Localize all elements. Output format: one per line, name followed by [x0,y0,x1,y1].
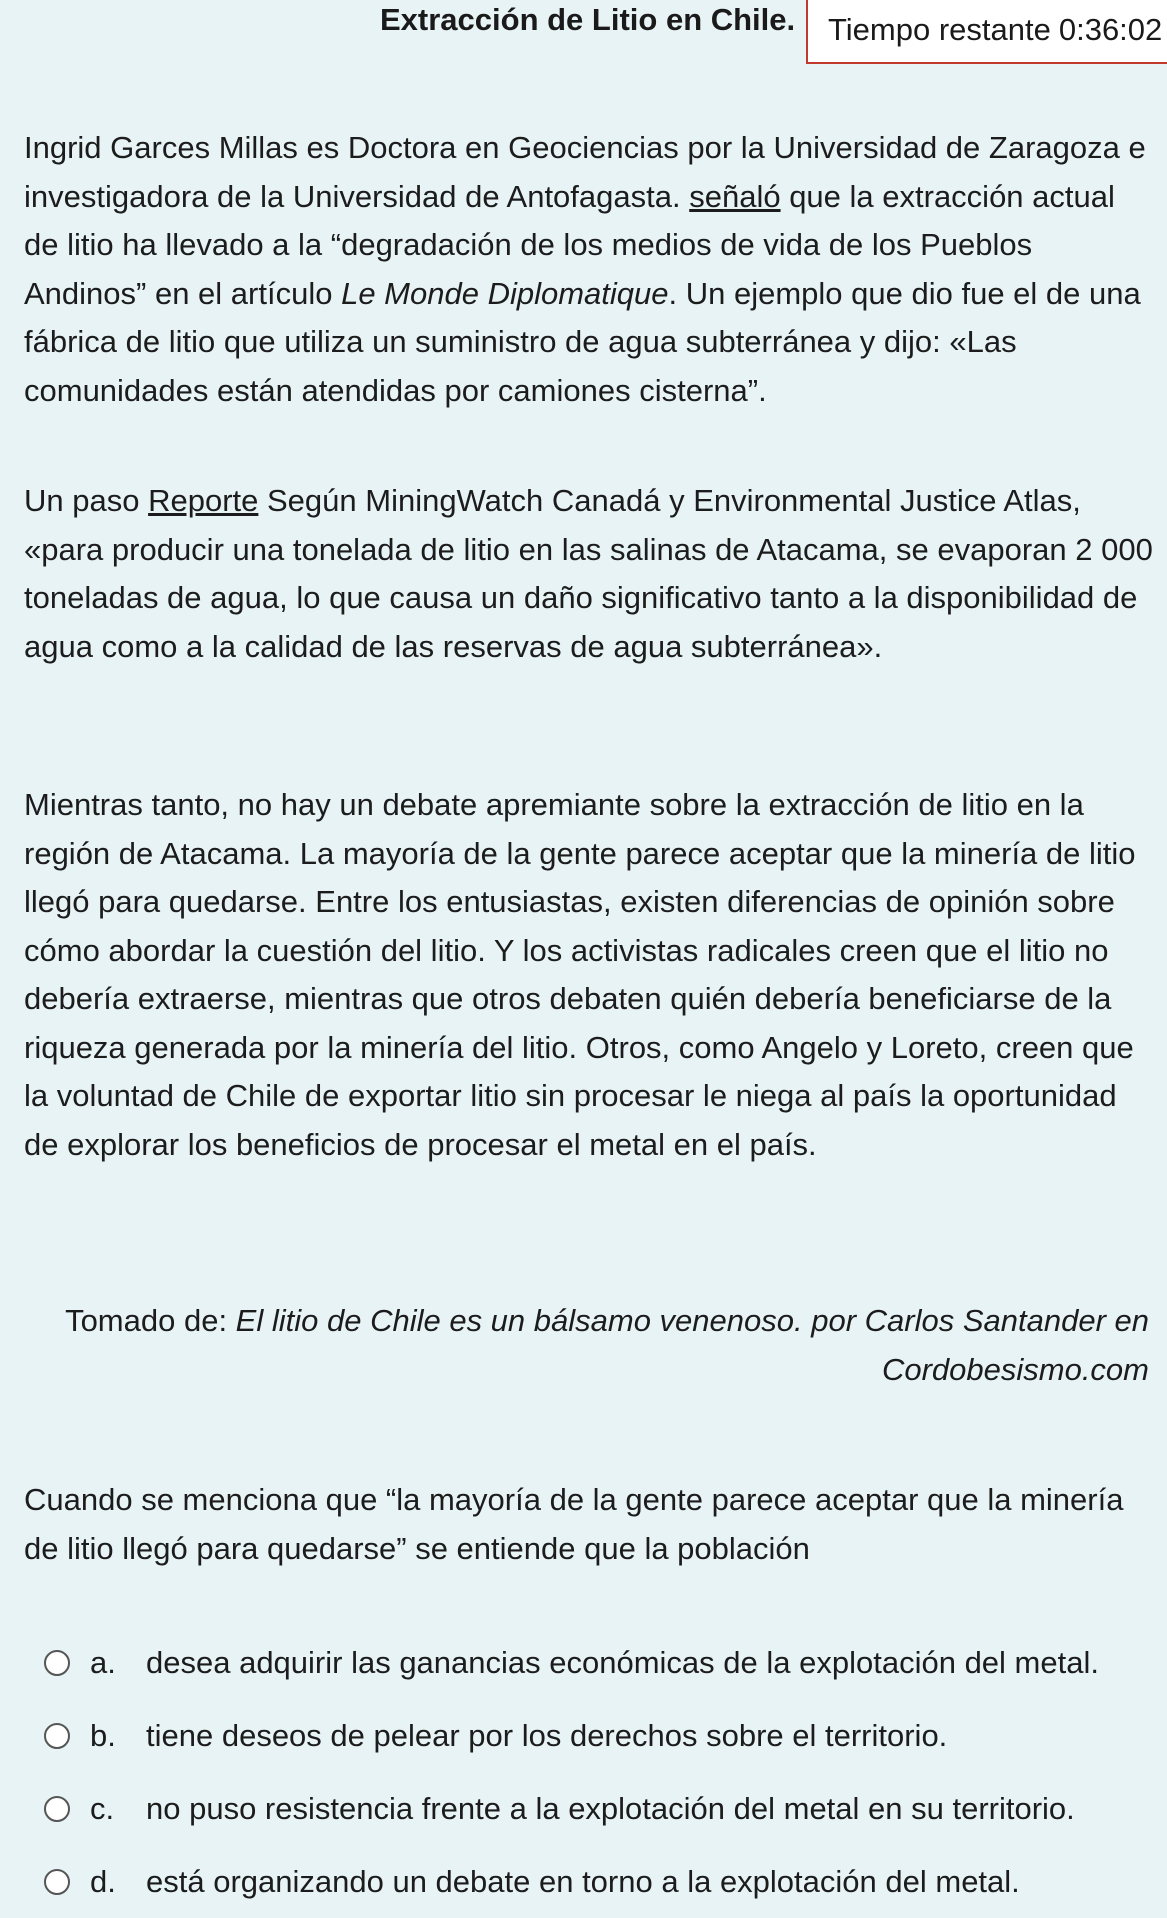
timer-value: 0:36:02 [1058,12,1163,47]
option-letter: c. [90,1790,115,1826]
question-text: Cuando se menciona que “la mayoría de la gente parece aceptar que la minería de litio llegó para quedarse” se entiende que la población [24,1482,1124,1566]
source-site: Cordobesismo.com [881,1351,1149,1387]
radio-button-d[interactable] [44,1869,70,1895]
p1-text-end: . Un ejemplo que dio fue el de una fábrica de litio que utiliza un suministro de agua subterránea y dijo: «Las comunidades están atendidas por camiones cisterna”. [24,275,1141,408]
option-text: está organizando un debate en torno a la explotación del metal. [146,1863,1020,1899]
option-text: tiene deseos de pelear por los derechos sobre el territorio. [146,1717,948,1753]
option-letter: a. [90,1644,116,1680]
radio-button-a[interactable] [44,1650,70,1676]
source-citation [24,1297,1149,1394]
option-c[interactable] [40,1772,1160,1845]
p2-text-start: Un paso [24,483,149,518]
p2-text-end: Según MiningWatch Canadá y Environmental Justice Atlas, «para producir una tonelada de litio en las salinas de Atacama, se evaporan 2 000 toneladas de agua, lo que causa un daño significativo tanto a la disponibilidad de agua como a la calidad de las reservas de agua subterránea». [24,483,1153,664]
passage-paragraph-3: Mientras tanto, no hay un debate apremiante sobre la extracción de litio en la región de Atacama. La mayoría de la gente parece aceptar que la minería de litio llegó para quedarse. Entre los entusiastas, existen diferencias de opinión sobre cómo abordar la cuestión del litio. Y los activistas radicales creen que el litio no debería extraerse, mientras que otros debaten quién debería beneficiarse de la riqueza generada por la minería del litio. Otros, como Angelo y Loreto, creen que la voluntad de Chile de exportar litio sin procesar le niega al país la oportunidad de explorar los beneficios de procesar el metal en el país. [24,787,1136,1162]
p1-text-mid: que la extracción actual de litio ha llevado a la “degradación de los medios de vida de los Pueblos Andinos” en el artículo [24,178,1115,311]
source-prefix: Tomado de: [65,1303,236,1338]
option-letter: b. [90,1717,116,1753]
option-a[interactable] [40,1626,1160,1699]
quiz-header [0,0,1167,70]
answer-options [40,1626,1160,1918]
quiz-title: Extracción de Litio en Chile. [380,2,796,37]
radio-button-c[interactable] [44,1796,70,1822]
option-letter: d. [90,1863,116,1899]
p1-text-start: Ingrid Garces Millas es Doctora en Geociencias por la Universidad de Zaragoza e investigadora de la Universidad de Antofagasta. [24,130,1146,214]
timer-label: Tiempo restante [828,12,1051,47]
passage-paragraph-2 [24,477,1154,671]
senalo-link[interactable]: señaló [689,178,781,214]
radio-button-b[interactable] [44,1723,70,1749]
reporte-link[interactable]: Reporte [148,483,259,518]
publication-name: Le Monde Diplomatique [341,275,669,311]
option-b[interactable] [40,1699,1160,1772]
passage-paragraph-1 [24,124,1154,415]
option-d[interactable] [40,1845,1160,1918]
source-title: El litio de Chile es un bálsamo venenoso. por Carlos Santander en [235,1303,1149,1338]
timer-box [806,0,1167,64]
option-text: no puso resistencia frente a la explotación del metal en su territorio. [146,1790,1075,1826]
option-text: desea adquirir las ganancias económicas de la explotación del metal. [146,1644,1099,1680]
